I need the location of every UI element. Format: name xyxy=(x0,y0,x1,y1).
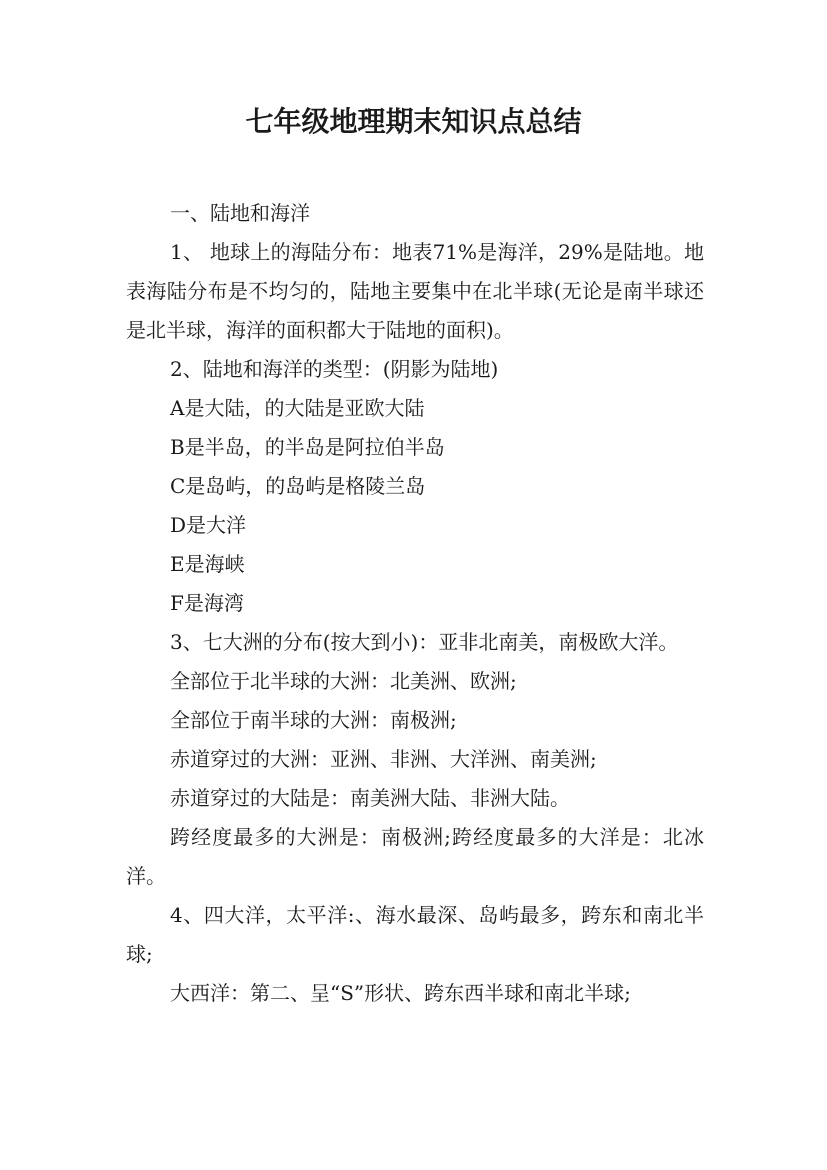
section-heading: 一、陆地和海洋 xyxy=(170,201,310,225)
paragraph: D是大洋 xyxy=(170,513,247,537)
paragraph: B是半岛，的半岛是阿拉伯半岛 xyxy=(170,435,445,459)
paragraph: 2、陆地和海洋的类型：(阴影为陆地) xyxy=(170,357,499,381)
paragraph: C是岛屿，的岛屿是格陵兰岛 xyxy=(170,474,426,498)
paragraph: 4、四大洋，太平洋:、海水最深、岛屿最多，跨东和南北半球; xyxy=(126,903,704,966)
paragraph: 赤道穿过的大洲：亚洲、非洲、大洋洲、南美洲; xyxy=(170,747,597,771)
paragraph: 大西洋：第二、呈“S”形状、跨东西半球和南北半球; xyxy=(170,981,631,1005)
paragraph: 全部位于南半球的大洲：南极洲; xyxy=(170,708,457,732)
paragraph: 跨经度最多的大洲是：南极洲;跨经度最多的大洋是：北冰洋。 xyxy=(126,825,704,888)
document-title: 七年级地理期末知识点总结 xyxy=(245,105,582,138)
paragraph: F是海湾 xyxy=(170,591,244,615)
paragraph: 全部位于北半球的大洲：北美洲、欧洲; xyxy=(170,669,517,693)
paragraph: 3、七大洲的分布(按大到小)：亚非北南美，南极欧大洋。 xyxy=(170,630,679,654)
document-body xyxy=(126,194,704,1013)
paragraph: A是大陆，的大陆是亚欧大陆 xyxy=(170,396,425,420)
paragraph: 1、 地球上的海陆分布：地表71%是海洋，29%是陆地。地表海陆分布是不均匀的，陆地主要集中在北半球(无论是南半球还是北半球，海洋的面积都大于陆地的面积)。 xyxy=(126,240,704,342)
paragraph: 赤道穿过的大陆是：南美洲大陆、非洲大陆。 xyxy=(170,786,570,810)
paragraph: E是海峡 xyxy=(170,552,245,576)
